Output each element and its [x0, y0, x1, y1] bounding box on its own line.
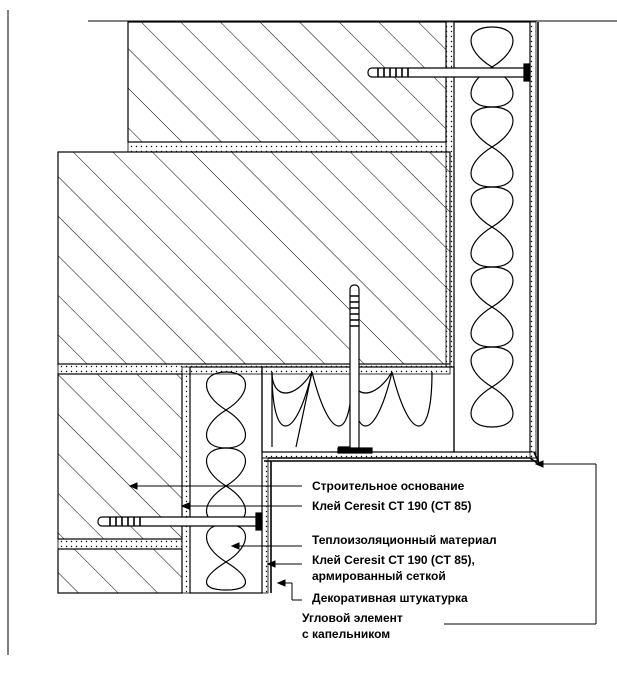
label-glue: Клей Ceresit CT 190 (CT 85) [312, 499, 472, 513]
label-corner-1: Угловой элемент [302, 611, 403, 625]
insulation-lower [190, 367, 262, 593]
insulation-vertical [454, 22, 530, 452]
label-glue-mesh-2: армированный сеткой [312, 569, 446, 583]
label-glue-mesh-1: Клей Ceresit CT 190 (CT 85), [312, 553, 475, 567]
label-plaster: Декоративная штукатурка [312, 591, 468, 605]
label-corner-2: с капельником [302, 627, 391, 641]
label-base: Строительное основание [312, 479, 465, 493]
label-insulation: Теплоизоляционный материал [312, 533, 497, 547]
